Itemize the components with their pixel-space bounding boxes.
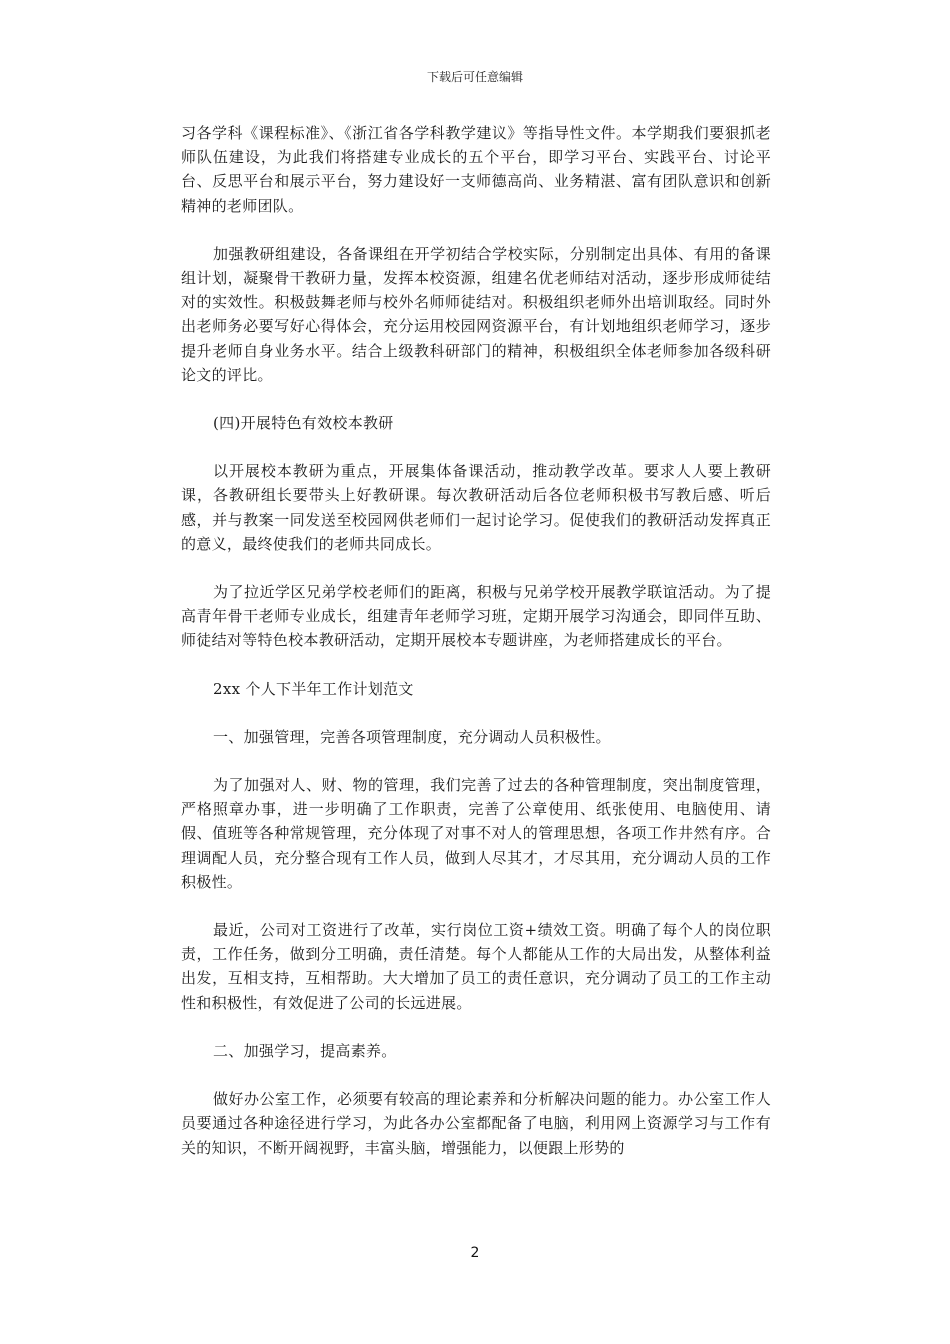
section-heading: 二、加强学习，提高素养。 — [213, 1041, 397, 1060]
paragraph: 最近，公司对工资进行了改革，实行岗位工资+绩效工资。明确了每个人的岗位职责，工作任务，做到分工明确，责任清楚。每个人都能从工作的大局出发，从整体利益出发，互相支持，互相帮助。大大增加了员工的责任意识，充分调动了员工的工作主动性和积极性，有效促进了公司的长远进展。 — [181, 921, 771, 1012]
paragraph: 加强教研组建设，各备课组在开学初结合学校实际，分别制定出具体、有用的备课组计划，凝聚骨干教研力量，发挥本校资源，组建名优老师结对活动，逐步形成师徒结对的实效性。积极鼓舞老师与校外名师师徒结对。积极组织老师外出培训取经。同时外出老师务必要写好心得体会，充分运用校园网资源平台，有计划地组织老师学习，逐步提升老师自身业务水平。结合上级教科研部门的精神，积极组织全体老师参加各级科研论文的评比。 — [181, 244, 771, 384]
page-header: 下载后可任意编辑 — [426, 70, 523, 84]
paragraph: 为了加强对人、财、物的管理，我们完善了过去的各种管理制度，突出制度管理，严格照章办事，进一步明确了工作职责，完善了公章使用、纸张使用、电脑使用、请假、值班等各种常规管理，充分体现了对事不对人的管理思想，各项工作井然有序。合理调配人员，充分整合现有工作人员，做到人尽其才，才尽其用，充分调动人员的工作积极性。 — [181, 776, 771, 891]
section-heading: (四)开展特色有效校本教研 — [213, 414, 394, 433]
paragraph: 为了拉近学区兄弟学校老师们的距离，积极与兄弟学校开展教学联谊活动。为了提高青年骨干老师专业成长，组建青年老师学习班，定期开展学习沟通会，即同伴互助、师徒结对等特色校本教研活动，定期开展校本专题讲座，为老师搭建成长的平台。 — [181, 583, 771, 650]
document-subtitle: 2xx 个人下半年工作计划范文 — [213, 679, 414, 698]
section-heading: 一、加强管理，完善各项管理制度，充分调动人员积极性。 — [213, 727, 611, 746]
paragraph-continuation: 习各学科《课程标准》、《浙江省各学科教学建议》等指导性文件。本学期我们要狠抓老师队伍建设，为此我们将搭建专业成长的五个平台，即学习平台、实践平台、讨论平台、反思平台和展示平台，努力建设好一支师德高尚、业务精湛、富有团队意识和创新精神的老师团队。 — [181, 124, 771, 215]
paragraph: 以开展校本教研为重点，开展集体备课活动，推动教学改革。要求人人要上教研课，各教研组长要带头上好教研课。每次教研活动后各位老师积极书写教后感、听后感，并与教案一同发送至校园网供老师们一起讨论学习。促使我们的教研活动发挥真正的意义，最终使我们的老师共同成长。 — [181, 462, 771, 553]
page-number: 2 — [470, 1245, 480, 1261]
paragraph: 做好办公室工作，必须要有较高的理论素养和分析解决问题的能力。办公室工作人员要通过各种途径进行学习，为此各办公室都配备了电脑，利用网上资源学习与工作有关的知识，不断开阔视野，丰富头脑，增强能力，以便跟上形势的 — [181, 1090, 771, 1157]
document-body — [181, 121, 771, 1160]
